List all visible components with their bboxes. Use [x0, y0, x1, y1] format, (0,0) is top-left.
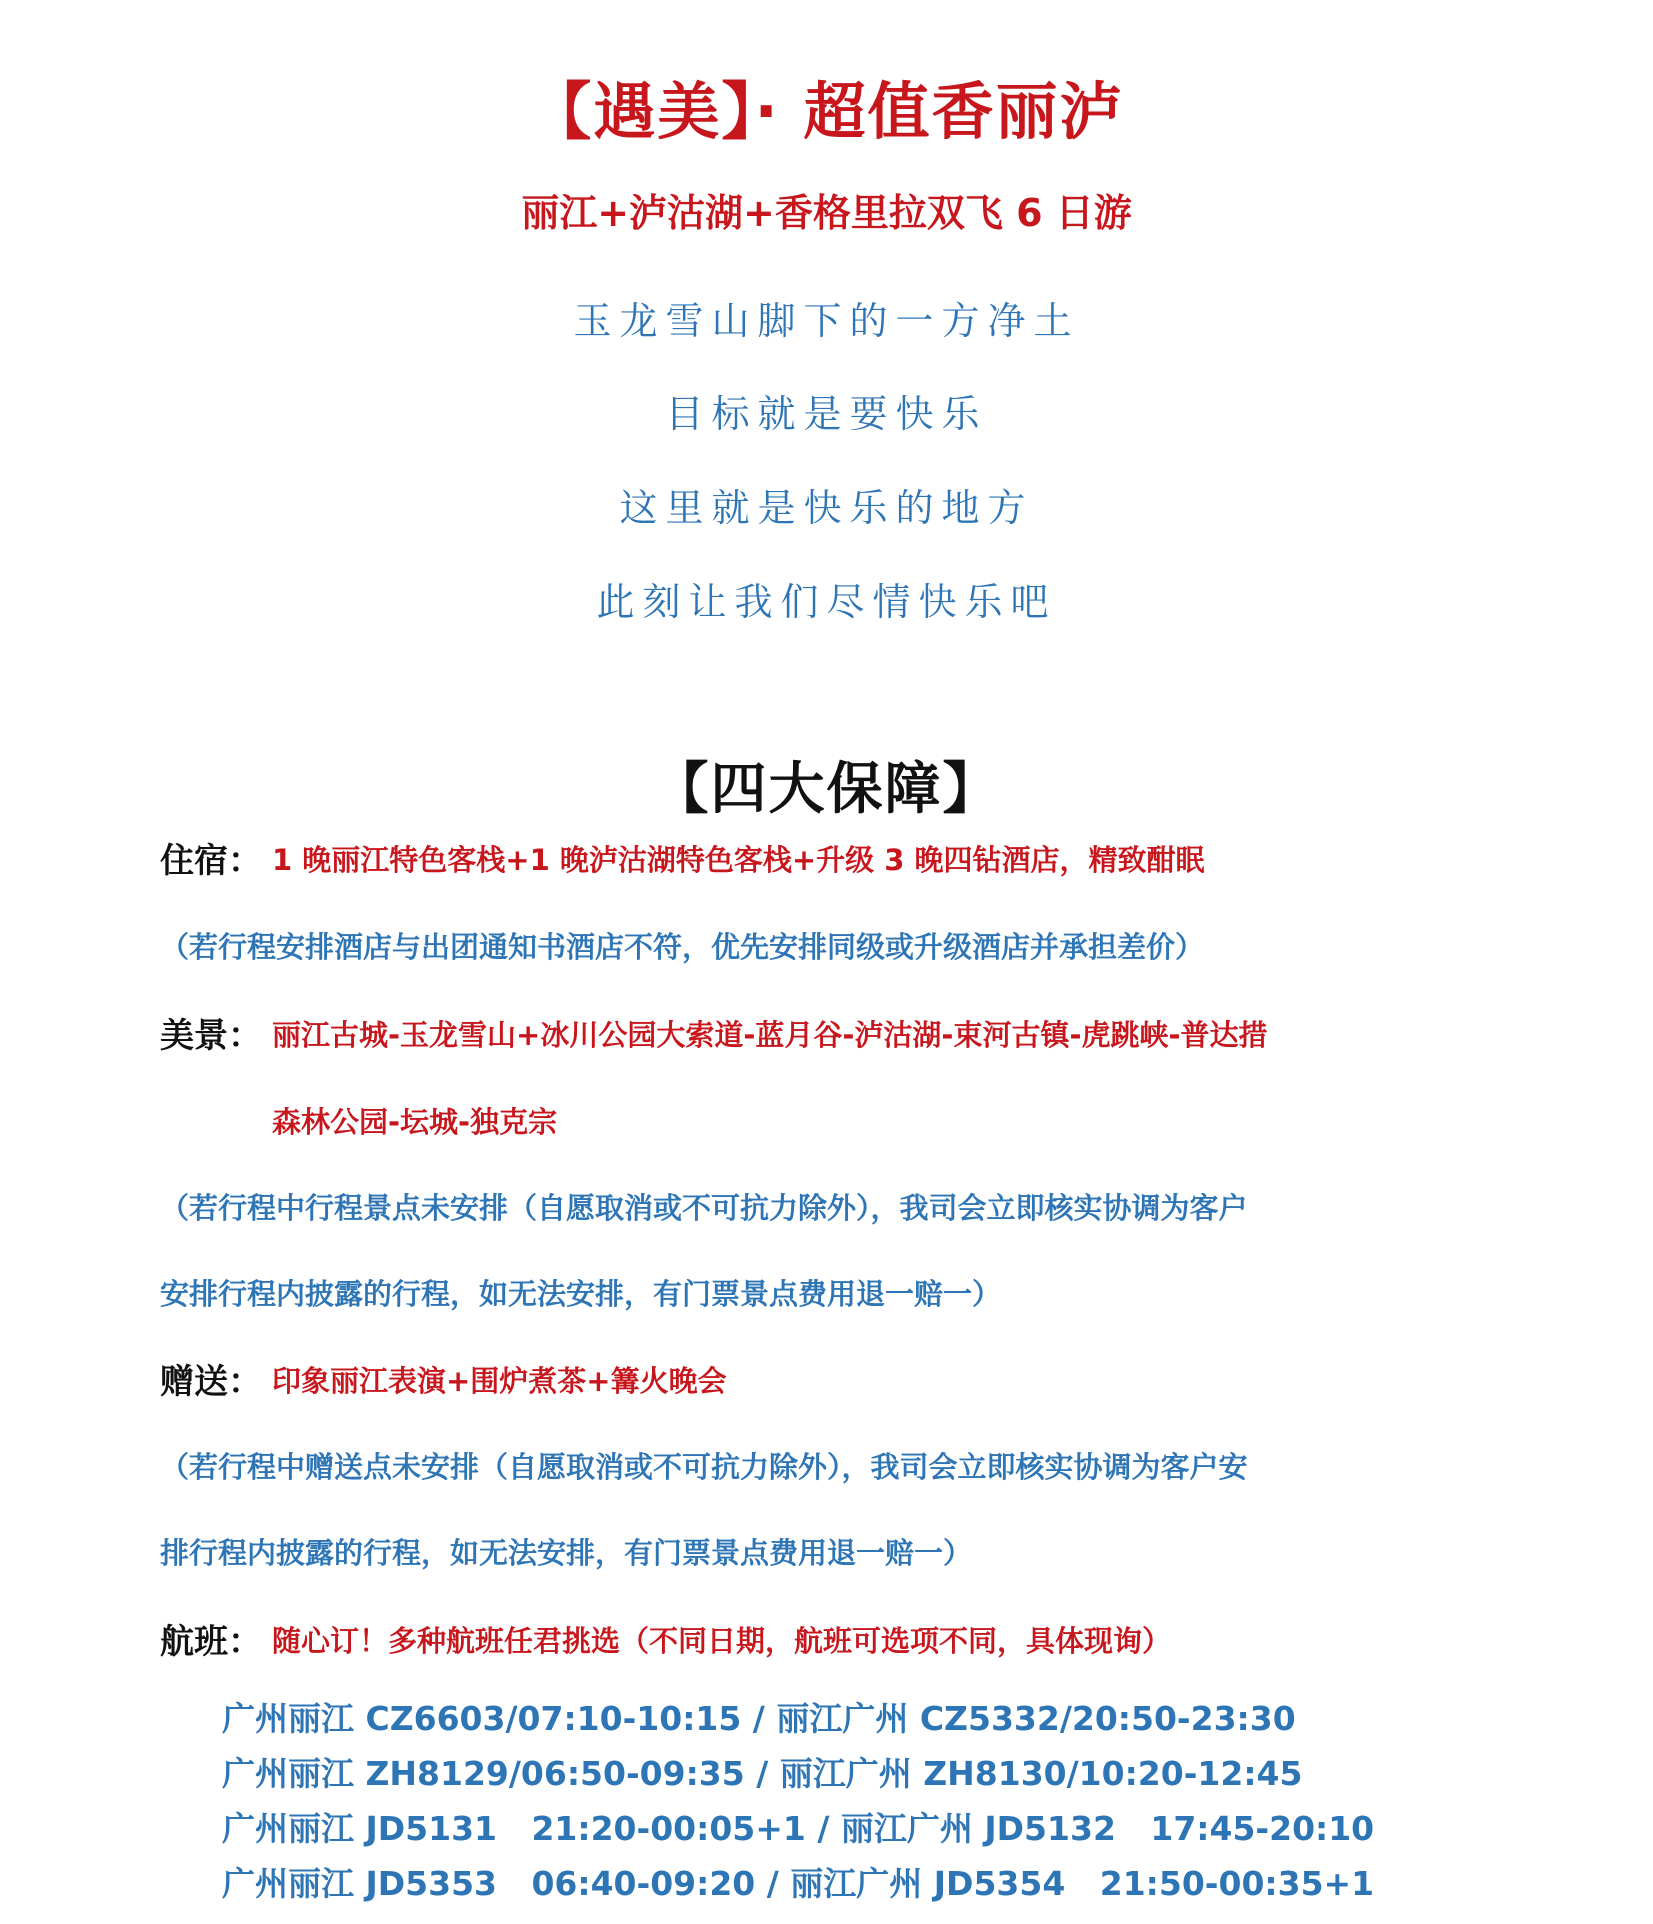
scenery-note-continued: 安排行程内披露的行程，如无法安排，有门票景点费用退一赔一） [160, 1277, 1002, 1311]
flight-row: 广州丽江 JD5131 21:20-00:05+1 / 丽江广州 JD5132 17:45-20:10 [222, 1809, 1375, 1848]
scenery-label: 美景： [160, 1016, 262, 1056]
scenery-text: 丽江古城-玉龙雪山+冰川公园大索道-蓝月谷-泸沽湖-束河古镇-虎跳峡-普达措 [272, 1018, 1268, 1052]
lodging-text: 1 晚丽江特色客栈+1 晚泸沽湖特色客栈+升级 3 晚四钻酒店，精致酣眠 [272, 843, 1205, 877]
scenery-text-continued: 森林公园-坛城-独克宗 [272, 1105, 558, 1139]
gifts-note-continued: 排行程内披露的行程，如无法安排，有门票景点费用退一赔一） [160, 1536, 973, 1570]
gifts-label: 赠送： [160, 1362, 262, 1402]
page-title: 【遇美】· 超值香丽泸 [529, 75, 1124, 148]
gifts-text: 印象丽江表演+围炉煮茶+篝火晚会 [272, 1364, 727, 1398]
section-title: 【四大保障】 [652, 757, 1001, 822]
flight-row: 广州丽江 JD5353 06:40-09:20 / 丽江广州 JD5354 21:50-00:35+1 [222, 1864, 1375, 1903]
lodging-label: 住宿： [160, 841, 262, 881]
flight-row: 广州丽江 ZH8129/06:50-09:35 / 丽江广州 ZH8130/10:20-12:45 [222, 1754, 1303, 1793]
slogan-line: 这里就是快乐的地方 [619, 486, 1034, 530]
slogan-line: 玉龙雪山脚下的一方净土 [573, 299, 1080, 343]
slogan-line: 目标就是要快乐 [665, 392, 988, 436]
flight-row: 广州丽江 CZ6603/07:10-10:15 / 丽江广州 CZ5332/20:50-23:30 [222, 1699, 1296, 1738]
slogan-line: 此刻让我们尽情快乐吧 [596, 580, 1057, 624]
page-subtitle: 丽江+泸沽湖+香格里拉双飞 6 日游 [521, 191, 1132, 235]
scenery-note: （若行程中行程景点未安排（自愿取消或不可抗力除外），我司会立即核实协调为客户 [160, 1191, 1248, 1225]
flights-text: 随心订！多种航班任君挑选（不同日期，航班可选项不同，具体现询） [272, 1624, 1172, 1658]
gifts-note: （若行程中赠送点未安排（自愿取消或不可抗力除外），我司会立即核实协调为客户安 [160, 1450, 1248, 1484]
flights-label: 航班： [160, 1622, 262, 1662]
lodging-note: （若行程安排酒店与出团通知书酒店不符，优先安排同级或升级酒店并承担差价） [160, 930, 1205, 964]
